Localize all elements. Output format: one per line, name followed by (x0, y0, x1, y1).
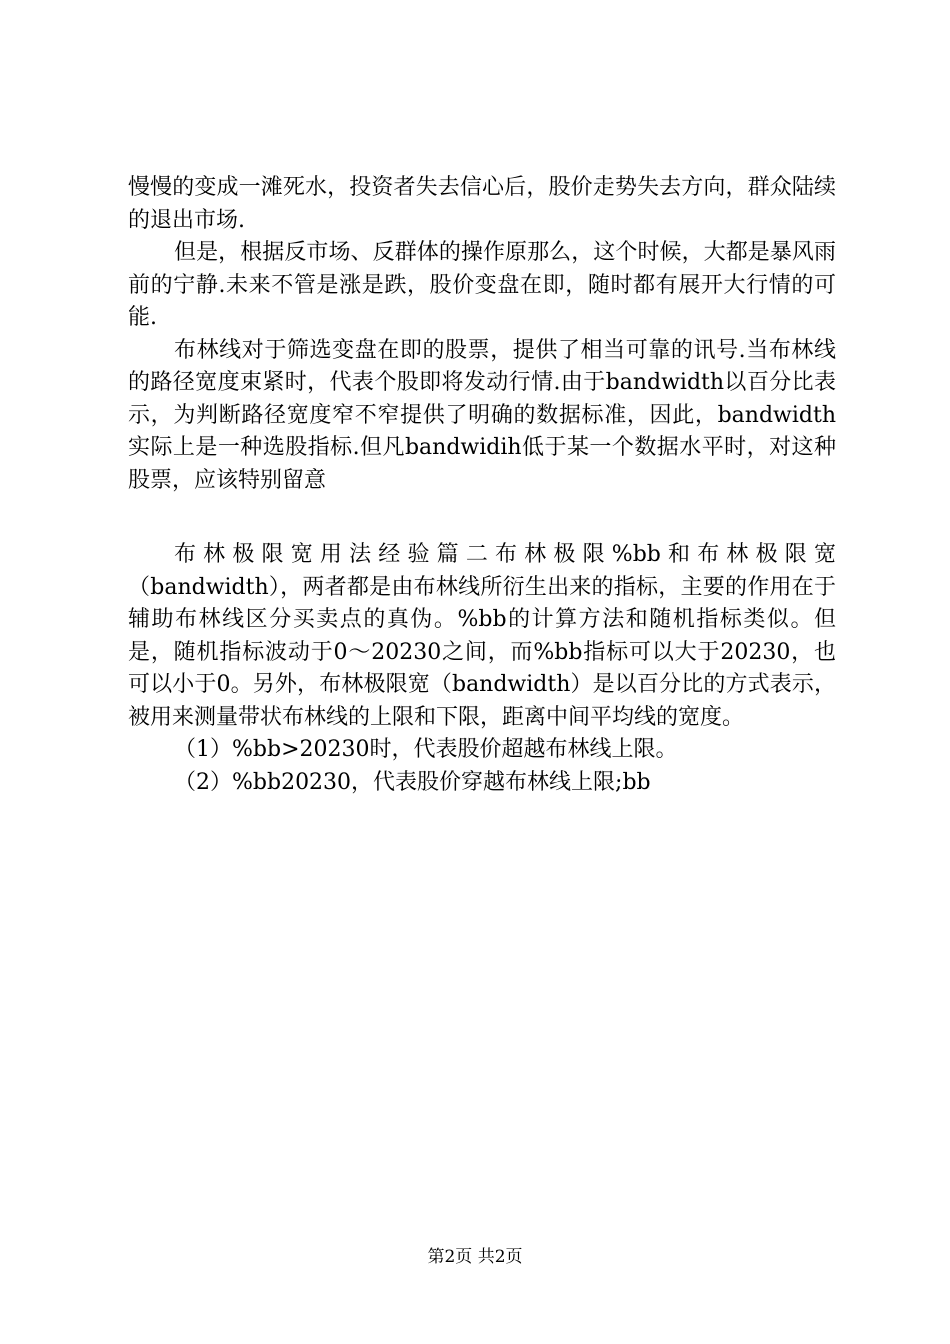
paragraph-bollinger-screening: 布林线对于筛选变盘在即的股票，提供了相当可靠的讯号.当布林线的路径宽度束紧时，代表个股即将发动行情.由于bandwidth以百分比表示，为判断路径宽度窄不窄提供了明确的数据标准，因此，bandwidth实际上是一种选股指标.但凡bandwidih低于某一个数据水平时，对这种股票，应该特别留意 (128, 337, 837, 493)
list-item-1: （1）%bb>20230时，代表股价超越布林线上限。 (174, 737, 678, 762)
paragraph-contrarian: 但是，根据反市场、反群体的操作原那么，这个时候，大都是暴风雨前的宁静.未来不管是涨是跌，股价变盘在即，随时都有展开大行情的可能. (128, 240, 836, 330)
paragraph-bandwidth-intro: 布林极限宽用法经验篇二布林极限%bb和布林极限宽（bandwidth），两者都是由布林线所衍生出来的指标，主要的作用在于辅助布林线区分买卖点的真伪。%bb的计算方法和随机指标类似。但是，随机指标波动于0～20230之间，而%bb指标可以大于20230，也可以小于0。另外，布林极限宽（bandwidth）是以百分比的方式表示，被用来测量带状布林线的上限和下限，距离中间平均线的宽度。 (128, 542, 836, 730)
section-gap (128, 497, 836, 539)
paragraph-continuation: 慢慢的变成一滩死水，投资者失去信心后，股价走势失去方向，群众陆续的退出市场. (128, 175, 836, 233)
page-number-footer: 第2页 共2页 (427, 1247, 523, 1267)
list-item-2: （2）%bb20230，代表股价穿越布林线上限;bb (174, 769, 651, 795)
document-body (128, 172, 836, 799)
